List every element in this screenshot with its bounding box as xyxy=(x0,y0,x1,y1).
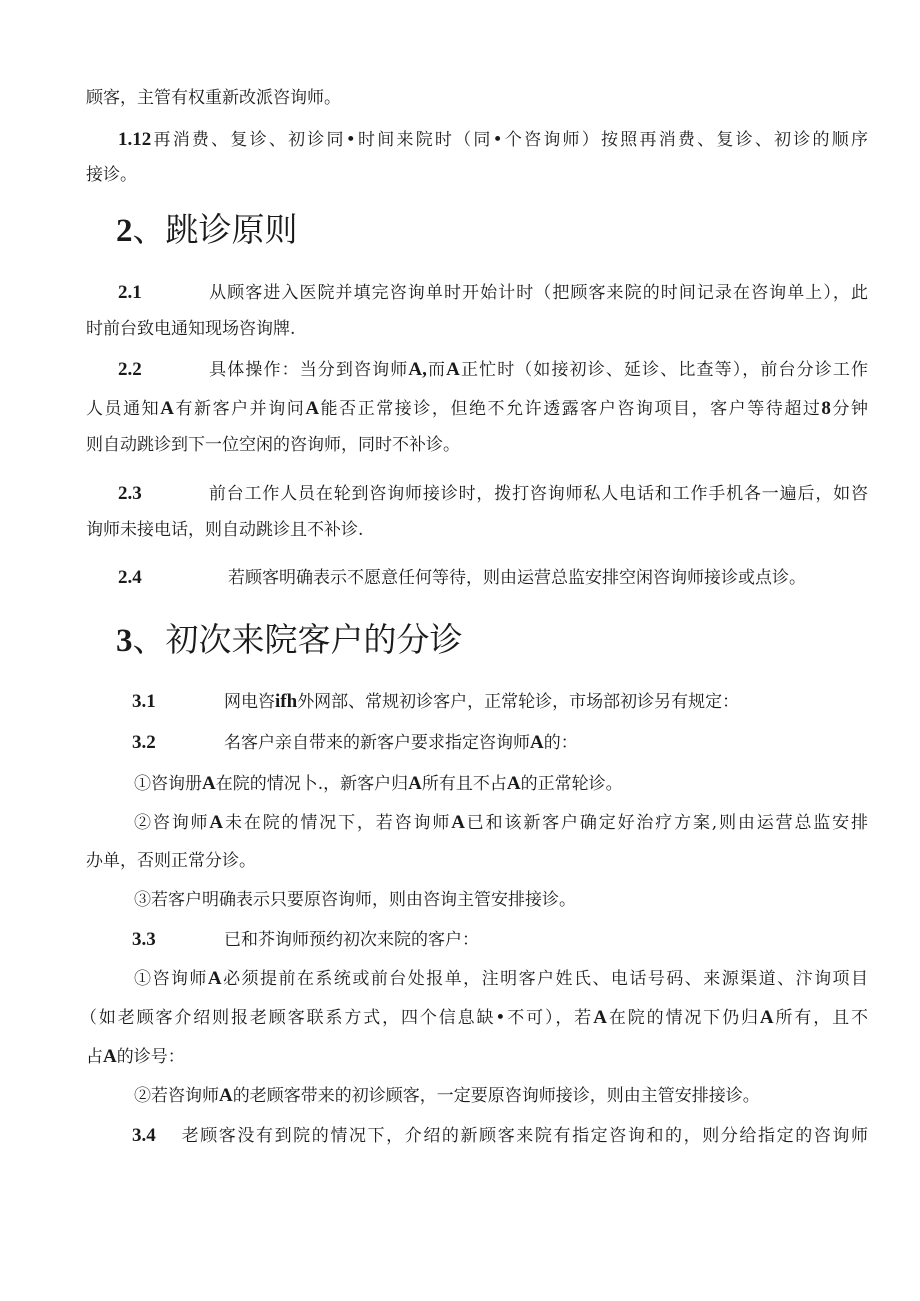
bold-letter: A xyxy=(305,398,320,419)
text-segment: 有新客户并询问 xyxy=(173,399,306,419)
paragraph-3-3-item-1-line-3 xyxy=(86,1045,185,1069)
paragraph-2-1 xyxy=(118,281,868,305)
text-segment: ②咨询师 xyxy=(134,813,210,833)
bold-number: 8 xyxy=(821,398,831,419)
paragraph-3-2-item-3 xyxy=(134,888,576,912)
bold-letter: A xyxy=(209,812,224,833)
text-segment: ①咨询册 xyxy=(134,774,202,794)
text-segment: 所有且不占 xyxy=(421,774,507,794)
paragraph-2-2-line-3 xyxy=(86,433,460,457)
bold-letter: A xyxy=(759,1007,774,1028)
text-segment: ①咨询师 xyxy=(134,969,208,989)
text-segment: 的诊号： xyxy=(116,1047,185,1067)
paragraph-2-3-continuation xyxy=(86,518,363,542)
text-segment: 的： xyxy=(543,733,578,753)
clause-number: 2.4 xyxy=(118,567,142,588)
bold-letter: A xyxy=(207,968,222,989)
text-segment: 正忙时（如接初诊、延诊、比查等），前台分诊工作 xyxy=(459,360,869,380)
text-line: 顾客，主管有权重新改派咨询师。 xyxy=(86,88,341,108)
paragraph-3-2-item-2 xyxy=(134,811,868,835)
text-segment: 具体操作：当分到咨询师 xyxy=(208,360,409,380)
clause-number: 2.1 xyxy=(118,282,142,303)
text-line: 办单，否则正常分诊。 xyxy=(86,851,256,871)
paragraph-2-3 xyxy=(118,482,868,506)
clause-text: 已和芥询师预约初次来院的客户： xyxy=(224,930,479,950)
text-line: ③若客户明确表示只要原咨询师，则由咨询主管安排接诊。 xyxy=(134,890,576,910)
text-segment: 在院的情况下仍归 xyxy=(606,1008,760,1028)
section-heading-2 xyxy=(116,210,298,251)
clause-number: 3.3 xyxy=(132,929,156,950)
paragraph-3-3-item-1-line-2 xyxy=(80,1006,868,1030)
bold-letter: A xyxy=(446,359,460,380)
paragraph-3-3-item-1 xyxy=(134,967,868,991)
bold-letter: A xyxy=(593,1007,607,1028)
clause-number: 1.12 xyxy=(118,129,152,150)
paragraph-3-3-item-2 xyxy=(134,1084,760,1108)
text-segment: 在院的情况卜.，新客户归 xyxy=(215,774,409,794)
paragraph-continuation xyxy=(86,86,341,110)
text-segment: 能否正常接诊，但绝不允许透露客户咨询项目，客户等待超过 xyxy=(319,399,822,419)
text-segment: 的正常轮诊。 xyxy=(520,774,623,794)
section-title: 、初次来院客户的分诊 xyxy=(132,620,463,659)
text-segment: （如老顾客介绍则报老顾客联系方式，四个信息缺•不可），若 xyxy=(80,1008,594,1028)
bold-letter: A xyxy=(202,773,216,794)
clause-number: 3.1 xyxy=(132,691,156,712)
bold-text: ifh xyxy=(275,691,298,712)
paragraph-2-2 xyxy=(118,358,868,382)
text-segment: 占 xyxy=(86,1047,103,1067)
section-title: 、跳诊原则 xyxy=(132,210,298,249)
bold-letter: A xyxy=(451,812,465,833)
paragraph-2-2-line-2 xyxy=(86,397,868,421)
paragraph-3-2-item-2-continuation xyxy=(86,849,256,873)
text-segment: 名客户亲自带来的新客户要求指定咨询师 xyxy=(224,733,530,753)
text-line: 接诊。 xyxy=(86,165,137,185)
section-number: 3 xyxy=(116,623,133,659)
text-segment: 分钟 xyxy=(830,399,869,419)
paragraph-2-4 xyxy=(118,566,806,590)
bold-letter: A xyxy=(103,1046,117,1067)
section-number: 2 xyxy=(116,213,133,249)
paragraph-3-2 xyxy=(132,731,578,755)
clause-text: 再消费、复诊、初诊同•时间来院时（同•个咨询师）按照再消费、复诊、初诊的顺序 xyxy=(151,130,868,150)
bold-letter: A xyxy=(219,1085,233,1106)
text-segment: 而 xyxy=(426,360,447,380)
clause-number: 3.2 xyxy=(132,732,156,753)
clause-number: 2.2 xyxy=(118,359,142,380)
paragraph-3-4 xyxy=(132,1124,868,1148)
bold-letter: A xyxy=(530,732,544,753)
bold-letter: A xyxy=(160,398,174,419)
bold-letter: A xyxy=(506,773,521,794)
text-segment: ②若咨询师 xyxy=(134,1086,219,1106)
text-line: 询师未接电话，则自动跳诊且不补诊. xyxy=(86,520,364,540)
bold-letter: A, xyxy=(408,359,427,380)
text-segment: 的老顾客带来的初诊顾客，一定要原咨询师接诊，则由主管安排接诊。 xyxy=(232,1086,760,1106)
bold-letter: A xyxy=(408,773,422,794)
clause-number: 3.4 xyxy=(132,1125,156,1146)
paragraph-3-1 xyxy=(132,690,739,714)
text-segment: 未在院的情况下，若咨询师 xyxy=(223,813,452,833)
clause-text: 从顾客进入医院并填完咨询单时开始计时（把顾客来院的时间记录在咨询单上），此 xyxy=(208,283,868,303)
text-segment: 外网部、常规初诊客户，正常轮诊，市场部初诊另有规定： xyxy=(297,692,740,712)
section-heading-3 xyxy=(116,620,463,661)
paragraph-3-3 xyxy=(132,928,479,952)
text-segment: 网电咨 xyxy=(224,692,275,712)
text-segment: 已和该新客户确定好治疗方案,则由运营总监安排 xyxy=(464,813,869,833)
paragraph-1-12-continuation xyxy=(86,163,137,187)
paragraph-2-1-continuation xyxy=(86,317,295,341)
text-segment: 人员通知 xyxy=(86,399,161,419)
paragraph-1-12 xyxy=(118,128,868,152)
clause-text: 前台工作人员在轮到咨询师接诊时，拨打咨询师私人电话和工作手机各一遍后，如咨 xyxy=(208,484,868,504)
text-line: 则自动跳诊到下一位空闲的咨询师，同时不补诊。 xyxy=(86,435,460,455)
text-segment: 所有，且不 xyxy=(773,1008,869,1028)
text-line: 时前台致电通知现场咨询牌. xyxy=(86,319,296,339)
text-segment: 必须提前在系统或前台处报单，注明客户姓氏、电话号码、来源渠道、汴询项目 xyxy=(221,969,869,989)
clause-number: 2.3 xyxy=(118,483,142,504)
clause-text: 老顾客没有到院的情况下，介绍的新顾客来院有指定咨询和的，则分给指定的咨询师 xyxy=(180,1126,868,1146)
clause-text: 若顾客明确表示不愿意任何等待，则由运营总监安排空闲咨询师接诊或点诊。 xyxy=(228,568,806,588)
paragraph-3-2-item-1 xyxy=(134,772,623,796)
